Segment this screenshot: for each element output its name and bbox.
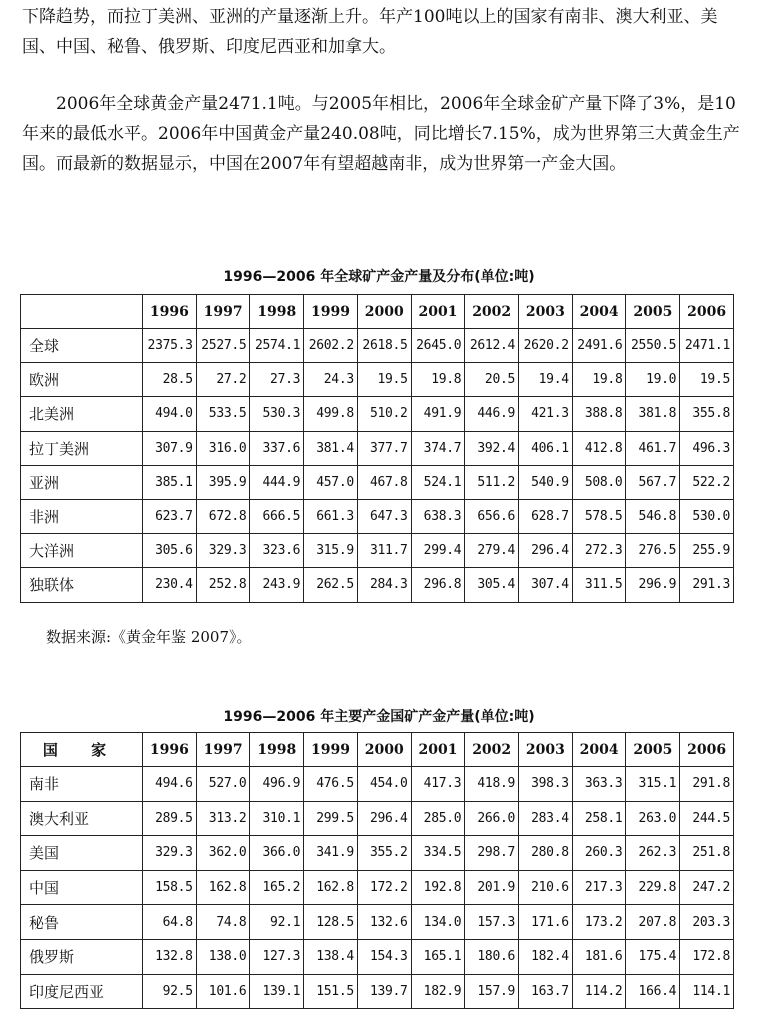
table-cell: 291.3 [680, 568, 734, 602]
table-cell: 173.2 [572, 905, 626, 940]
table-cell: 672.8 [196, 499, 250, 533]
table-cell: 64.8 [143, 905, 197, 940]
source-note: 数据来源:《黄金年鉴 2007》。 [46, 628, 252, 646]
table-cell: 527.0 [196, 767, 250, 802]
table-cell: 510.2 [357, 397, 411, 431]
row-label: 欧洲 [21, 363, 143, 397]
table-cell: 656.6 [465, 499, 519, 533]
table-row [21, 431, 734, 465]
table-cell: 266.0 [465, 801, 519, 836]
table-cell: 524.1 [411, 465, 465, 499]
table-row [21, 329, 734, 363]
row-label: 非洲 [21, 499, 143, 533]
year-header: 2002 [465, 733, 519, 767]
table-cell: 251.8 [680, 836, 734, 871]
table-cell: 647.3 [357, 499, 411, 533]
table1-caption: 1996—2006 年全球矿产金产量及分布(单位:吨) [223, 269, 535, 285]
table-cell: 132.8 [143, 939, 197, 974]
table-cell: 139.1 [250, 974, 304, 1009]
table-cell: 165.1 [411, 939, 465, 974]
table-cell: 496.9 [250, 767, 304, 802]
table-cell: 2491.6 [572, 329, 626, 363]
table-cell: 260.3 [572, 836, 626, 871]
table-cell: 296.8 [411, 568, 465, 602]
table-cell: 285.0 [411, 801, 465, 836]
table-cell: 252.8 [196, 568, 250, 602]
table-header-row [21, 733, 734, 767]
table-cell: 2602.2 [304, 329, 358, 363]
table-cell: 366.0 [250, 836, 304, 871]
row-label: 俄罗斯 [21, 939, 143, 974]
year-header: 2005 [626, 295, 680, 329]
table-cell: 262.5 [304, 568, 358, 602]
table-cell: 181.6 [572, 939, 626, 974]
table-cell: 307.9 [143, 431, 197, 465]
table-cell: 19.4 [519, 363, 573, 397]
table-cell: 27.2 [196, 363, 250, 397]
table-cell: 127.3 [250, 939, 304, 974]
table-cell: 244.5 [680, 801, 734, 836]
table2-caption: 1996—2006 年主要产金国矿产金产量(单位:吨) [223, 709, 535, 725]
row-label: 南非 [21, 767, 143, 802]
paragraph-2: 2006年全球黄金产量2471.1吨。与2005年相比，2006年全球金矿产量下降了3%，是10年来的最低水平。2006年中国黄金产量240.08吨，同比增长7.15%，成为世界第三大黄金生产国。而最新的数据显示，中国在2007年有望超越南非，成为世界第一产金大国。 [22, 94, 740, 174]
year-header: 2000 [357, 295, 411, 329]
table-cell: 305.6 [143, 534, 197, 568]
year-header: 1999 [304, 295, 358, 329]
table-cell: 101.6 [196, 974, 250, 1009]
year-header: 2004 [572, 295, 626, 329]
table-cell: 74.8 [196, 905, 250, 940]
table-row [21, 939, 734, 974]
table-row [21, 974, 734, 1009]
year-header: 2003 [519, 733, 573, 767]
table-cell: 134.0 [411, 905, 465, 940]
table-cell: 27.3 [250, 363, 304, 397]
table-cell: 163.7 [519, 974, 573, 1009]
table-cell: 283.4 [519, 801, 573, 836]
row-label: 美国 [21, 836, 143, 871]
table-cell: 457.0 [304, 465, 358, 499]
table-cell: 180.6 [465, 939, 519, 974]
year-header: 2006 [680, 733, 734, 767]
table-row [21, 801, 734, 836]
table-cell: 114.2 [572, 974, 626, 1009]
table-cell: 19.5 [680, 363, 734, 397]
table-cell: 298.7 [465, 836, 519, 871]
table-cell: 258.1 [572, 801, 626, 836]
table-cell: 230.4 [143, 568, 197, 602]
table-cell: 491.9 [411, 397, 465, 431]
table-row [21, 836, 734, 871]
table-cell: 175.4 [626, 939, 680, 974]
table-cell: 19.8 [411, 363, 465, 397]
table-cell: 511.2 [465, 465, 519, 499]
table-cell: 128.5 [304, 905, 358, 940]
table-cell: 291.8 [680, 767, 734, 802]
year-header: 1996 [143, 295, 197, 329]
table-cell: 28.5 [143, 363, 197, 397]
table-cell: 217.3 [572, 870, 626, 905]
table-cell: 412.8 [572, 431, 626, 465]
table-cell: 454.0 [357, 767, 411, 802]
year-header: 1999 [304, 733, 358, 767]
table-cell: 530.0 [680, 499, 734, 533]
row-label: 拉丁美洲 [21, 431, 143, 465]
table-cell: 494.0 [143, 397, 197, 431]
table-cell: 262.3 [626, 836, 680, 871]
year-header: 1996 [143, 733, 197, 767]
table-cell: 638.3 [411, 499, 465, 533]
table-cell: 171.6 [519, 905, 573, 940]
table-row [21, 363, 734, 397]
table-cell: 567.7 [626, 465, 680, 499]
table-cell: 166.4 [626, 974, 680, 1009]
table-cell: 334.5 [411, 836, 465, 871]
table-cell: 666.5 [250, 499, 304, 533]
table-cell: 418.9 [465, 767, 519, 802]
table-cell: 496.3 [680, 431, 734, 465]
table-cell: 337.6 [250, 431, 304, 465]
table-cell: 299.5 [304, 801, 358, 836]
table-cell: 329.3 [143, 836, 197, 871]
table-cell: 305.4 [465, 568, 519, 602]
table-row [21, 568, 734, 602]
table-cell: 421.3 [519, 397, 573, 431]
table-cell: 2574.1 [250, 329, 304, 363]
table-cell: 158.5 [143, 870, 197, 905]
table-cell: 19.8 [572, 363, 626, 397]
table-cell: 299.4 [411, 534, 465, 568]
year-header: 1998 [250, 733, 304, 767]
table-cell: 172.2 [357, 870, 411, 905]
table-cell: 311.5 [572, 568, 626, 602]
table-cell: 508.0 [572, 465, 626, 499]
year-header: 2003 [519, 295, 573, 329]
row-label: 北美洲 [21, 397, 143, 431]
table-cell: 546.8 [626, 499, 680, 533]
table-cell: 313.2 [196, 801, 250, 836]
table-cell: 310.1 [250, 801, 304, 836]
table-cell: 461.7 [626, 431, 680, 465]
table-cell: 398.3 [519, 767, 573, 802]
corner-cell [21, 295, 143, 329]
table-cell: 172.8 [680, 939, 734, 974]
table-cell: 499.8 [304, 397, 358, 431]
row-label: 中国 [21, 870, 143, 905]
table-row [21, 465, 734, 499]
table-cell: 2527.5 [196, 329, 250, 363]
table-cell: 296.4 [519, 534, 573, 568]
table-cell: 362.0 [196, 836, 250, 871]
table-cell: 661.3 [304, 499, 358, 533]
row-label: 亚洲 [21, 465, 143, 499]
table-cell: 2618.5 [357, 329, 411, 363]
paragraph-1: 下降趋势，而拉丁美洲、亚洲的产量逐渐上升。年产100吨以上的国家有南非、澳大利亚、美国、中国、秘鲁、俄罗斯、印度尼西亚和加拿大。 [22, 7, 718, 57]
table-cell: 623.7 [143, 499, 197, 533]
table-cell: 247.2 [680, 870, 734, 905]
year-header: 2000 [357, 733, 411, 767]
row-label: 大洋洲 [21, 534, 143, 568]
table-row [21, 767, 734, 802]
table-cell: 315.1 [626, 767, 680, 802]
table-cell: 374.7 [411, 431, 465, 465]
table-cell: 395.9 [196, 465, 250, 499]
table-cell: 388.8 [572, 397, 626, 431]
regional-gold-production-table [20, 294, 734, 603]
table-cell: 255.9 [680, 534, 734, 568]
table-cell: 323.6 [250, 534, 304, 568]
row-label: 全球 [21, 329, 143, 363]
year-header: 1997 [196, 295, 250, 329]
table-cell: 289.5 [143, 801, 197, 836]
year-header: 1997 [196, 733, 250, 767]
table-cell: 207.8 [626, 905, 680, 940]
table-cell: 157.3 [465, 905, 519, 940]
table-cell: 392.4 [465, 431, 519, 465]
table-cell: 210.6 [519, 870, 573, 905]
table-cell: 263.0 [626, 801, 680, 836]
table-cell: 533.5 [196, 397, 250, 431]
year-header: 2001 [411, 295, 465, 329]
table-cell: 92.5 [143, 974, 197, 1009]
year-header: 2006 [680, 295, 734, 329]
table-cell: 182.4 [519, 939, 573, 974]
row-label: 独联体 [21, 568, 143, 602]
table-cell: 385.1 [143, 465, 197, 499]
table-cell: 165.2 [250, 870, 304, 905]
table-cell: 316.0 [196, 431, 250, 465]
table-cell: 2620.2 [519, 329, 573, 363]
table-cell: 182.9 [411, 974, 465, 1009]
table-cell: 114.1 [680, 974, 734, 1009]
table-cell: 417.3 [411, 767, 465, 802]
table-cell: 229.8 [626, 870, 680, 905]
table-cell: 19.0 [626, 363, 680, 397]
table-cell: 154.3 [357, 939, 411, 974]
table-row [21, 499, 734, 533]
table-cell: 203.3 [680, 905, 734, 940]
table-cell: 377.7 [357, 431, 411, 465]
table-cell: 355.8 [680, 397, 734, 431]
table-cell: 20.5 [465, 363, 519, 397]
table-cell: 578.5 [572, 499, 626, 533]
table-cell: 467.8 [357, 465, 411, 499]
table-row [21, 870, 734, 905]
year-header: 2004 [572, 733, 626, 767]
table-cell: 2471.1 [680, 329, 734, 363]
row-label: 秘鲁 [21, 905, 143, 940]
table-cell: 24.3 [304, 363, 358, 397]
year-header: 1998 [250, 295, 304, 329]
table-cell: 476.5 [304, 767, 358, 802]
table-cell: 381.4 [304, 431, 358, 465]
table-cell: 276.5 [626, 534, 680, 568]
table-header-row [21, 295, 734, 329]
table-cell: 446.9 [465, 397, 519, 431]
table-cell: 201.9 [465, 870, 519, 905]
country-header: 国 家 [21, 733, 143, 767]
table-cell: 284.3 [357, 568, 411, 602]
table-cell: 272.3 [572, 534, 626, 568]
year-header: 2002 [465, 295, 519, 329]
table-cell: 341.9 [304, 836, 358, 871]
table-cell: 406.1 [519, 431, 573, 465]
table-cell: 138.0 [196, 939, 250, 974]
table-cell: 2550.5 [626, 329, 680, 363]
table-cell: 444.9 [250, 465, 304, 499]
table-cell: 151.5 [304, 974, 358, 1009]
table-cell: 280.8 [519, 836, 573, 871]
table-cell: 522.2 [680, 465, 734, 499]
table-cell: 329.3 [196, 534, 250, 568]
table-cell: 363.3 [572, 767, 626, 802]
table-cell: 540.9 [519, 465, 573, 499]
country-gold-production-table [20, 732, 734, 1009]
table-cell: 296.4 [357, 801, 411, 836]
table-cell: 162.8 [196, 870, 250, 905]
table-cell: 92.1 [250, 905, 304, 940]
table-cell: 311.7 [357, 534, 411, 568]
table-cell: 157.9 [465, 974, 519, 1009]
year-header: 2001 [411, 733, 465, 767]
table-row [21, 905, 734, 940]
table-cell: 315.9 [304, 534, 358, 568]
table-cell: 192.8 [411, 870, 465, 905]
table-cell: 2375.3 [143, 329, 197, 363]
table-cell: 530.3 [250, 397, 304, 431]
table-cell: 296.9 [626, 568, 680, 602]
table-cell: 243.9 [250, 568, 304, 602]
table-cell: 132.6 [357, 905, 411, 940]
row-label: 澳大利亚 [21, 801, 143, 836]
table-cell: 494.6 [143, 767, 197, 802]
table-cell: 2612.4 [465, 329, 519, 363]
table-cell: 381.8 [626, 397, 680, 431]
table-cell: 279.4 [465, 534, 519, 568]
table-row [21, 397, 734, 431]
row-label: 印度尼西亚 [21, 974, 143, 1009]
table-cell: 307.4 [519, 568, 573, 602]
year-header: 2005 [626, 733, 680, 767]
table-cell: 19.5 [357, 363, 411, 397]
table-row [21, 534, 734, 568]
table-cell: 138.4 [304, 939, 358, 974]
table-cell: 2645.0 [411, 329, 465, 363]
table-cell: 162.8 [304, 870, 358, 905]
table-cell: 628.7 [519, 499, 573, 533]
table-cell: 139.7 [357, 974, 411, 1009]
table-cell: 355.2 [357, 836, 411, 871]
